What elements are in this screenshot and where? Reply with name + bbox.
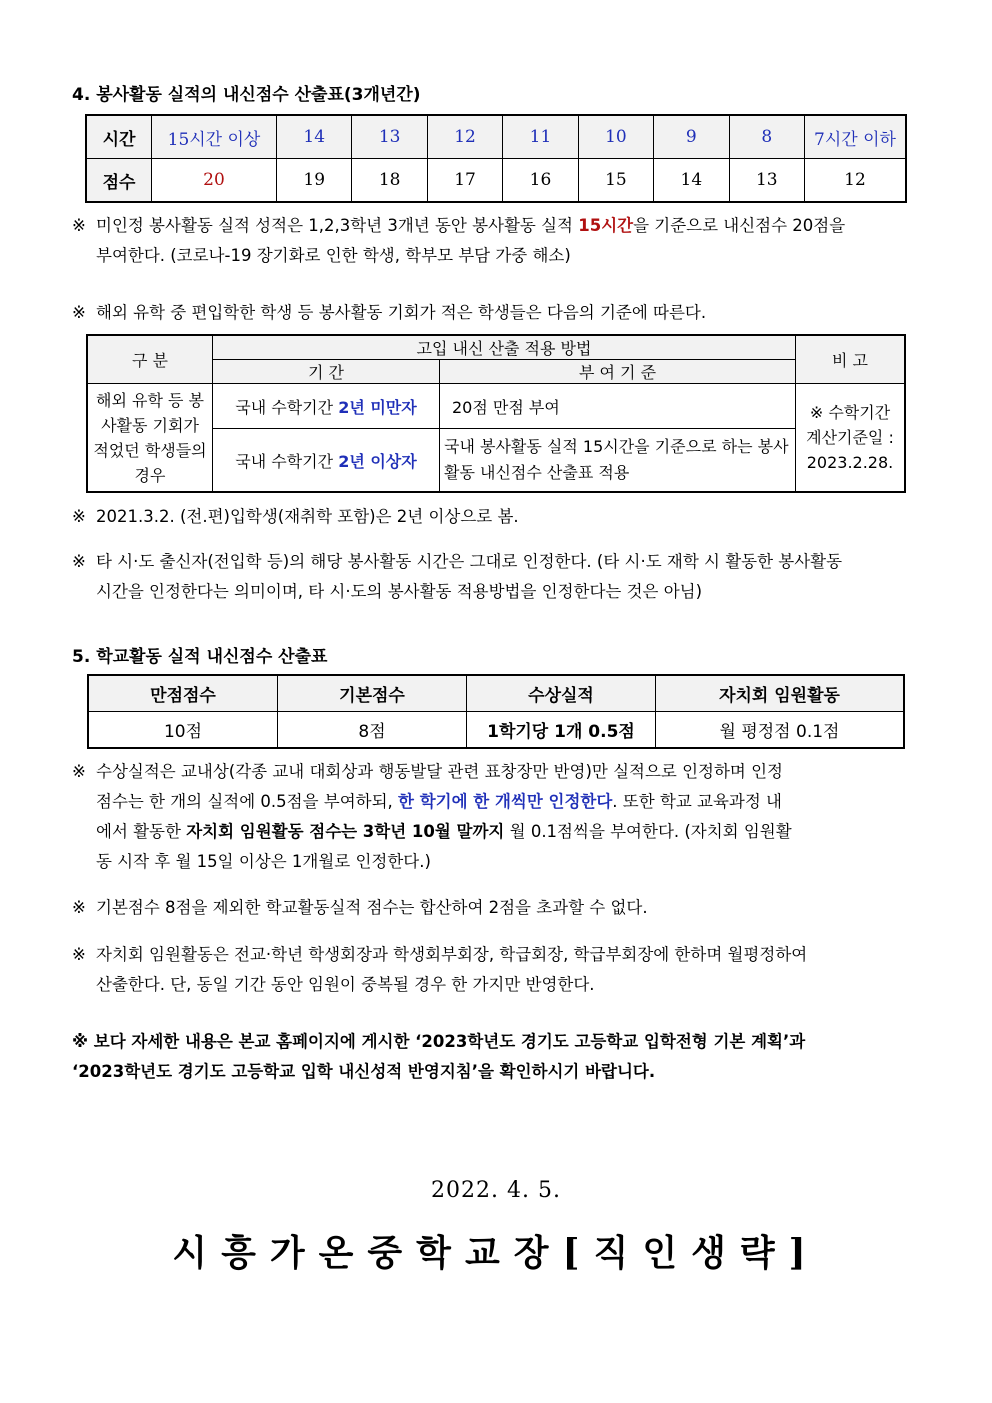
- hours-row: [86, 115, 906, 159]
- hours-cell: 9: [654, 115, 729, 159]
- hours-cell: 10: [578, 115, 653, 159]
- score-cell: 20: [152, 159, 277, 203]
- header-cell: 기본점수: [278, 675, 467, 712]
- note-basic-score: ※ 기본점수 8점을 제외한 학교활동실적 점수는 합산하여 2점을 초과할 수 없다.: [72, 898, 648, 917]
- score-cell: 16: [503, 159, 578, 203]
- score-cell: 18: [352, 159, 427, 203]
- note-homepage: ※ 보다 자세한 내용은 본교 홈페이지에 게시한 ‘2023학년도 경기도 고등학교 입학전형 기본 계획’과 ‘2023학년도 경기도 고등학교 입학 내신성적 반영지침’을 확인하시기 바랍니다.: [72, 1032, 806, 1081]
- score-row: [86, 159, 906, 203]
- school-principal-signature: 시흥가온중학교장[직인생략]: [172, 1232, 820, 1274]
- criteria-cell: 20점 만점 부여: [440, 384, 796, 429]
- value-cell: 월 평정점 0.1점: [656, 712, 905, 749]
- document-date: 2022. 4. 5.: [431, 1178, 561, 1203]
- hours-cell: 12: [427, 115, 502, 159]
- score-label: 점수: [86, 159, 152, 203]
- header-cell: 만점점수: [88, 675, 278, 712]
- score-cell: 15: [578, 159, 653, 203]
- score-cell: 12: [805, 159, 907, 203]
- section4-heading: 4. 봉사활동 실적의 내신점수 산출표(3개년간): [72, 85, 421, 105]
- score-cell: 17: [427, 159, 502, 203]
- header-cell: 자치회 임원활동: [656, 675, 905, 712]
- note-15-hours: ※ 미인정 봉사활동 실적 성적은 1,2,3학년 3개년 동안 봉사활동 실적 15시간을 기준으로 내신점수 20점을 부여한다. (코로나-19 장기화로 인한 학생, 학부모 부담 가중 해소): [72, 211, 922, 271]
- value-cell: 10점: [88, 712, 278, 749]
- method-header: 고입 내신 산출 적용 방법: [213, 335, 796, 360]
- value-cell: 8점: [278, 712, 467, 749]
- value-cell: 1학기당 1개 0.5점: [467, 712, 656, 749]
- section5-heading: 5. 학교활동 실적 내신점수 산출표: [72, 647, 328, 667]
- overseas-table: [86, 334, 906, 493]
- category-cell: 해외 유학 등 봉사활동 기회가 적었던 학생들의 경우: [87, 384, 213, 493]
- note-overseas: ※ 해외 유학 중 편입학한 학생 등 봉사활동 기회가 적은 학생들은 다음의 기준에 따른다.: [72, 303, 707, 322]
- period-header: 기 간: [213, 360, 440, 384]
- hours-cell: 15시간 이상: [152, 115, 277, 159]
- school-activity-table: [87, 674, 905, 749]
- criteria-cell: 국내 봉사활동 실적 15시간을 기준으로 하는 봉사활동 내신점수 산출표 적용: [440, 429, 796, 493]
- score-cell: 13: [729, 159, 804, 203]
- score-cell: 14: [654, 159, 729, 203]
- category-header: 구 분: [87, 335, 213, 384]
- note-transfer: ※ 타 시·도 출신자(전입학 등)의 해당 봉사활동 시간은 그대로 인정한다. (타 시·도 재학 시 활동한 봉사활동 시간을 인정한다는 의미이며, 타 시·도의 봉사활동 적용방법을 인정한다는 것은 아님): [72, 552, 843, 601]
- note-entrance-date: ※ 2021.3.2. (전.편)입학생(재취학 포함)은 2년 이상으로 봄.: [72, 507, 519, 526]
- score-cell: 19: [277, 159, 352, 203]
- period-cell: 국내 수학기간 2년 미만자: [213, 384, 440, 429]
- hours-cell: 8: [729, 115, 804, 159]
- hours-label: 시간: [86, 115, 152, 159]
- criteria-header: 부 여 기 준: [440, 360, 796, 384]
- period-cell: 국내 수학기간 2년 이상자: [213, 429, 440, 493]
- note-mark: ※: [72, 216, 86, 235]
- hours-cell: 7시간 이하: [805, 115, 907, 159]
- remark-cell: ※ 수학기간 계산기준일 : 2023.2.28.: [796, 384, 906, 493]
- remark-header: 비 고: [796, 335, 906, 384]
- volunteer-score-table: [85, 114, 907, 203]
- note-council: ※ 자치회 임원활동은 전교·학년 학생회장과 학생회부회장, 학급회장, 학급부회장에 한하며 월평정하여 산출한다. 단, 동일 기간 동안 임원이 중복될 경우 한 가지만 반영한다.: [72, 945, 808, 994]
- note-awards: ※ 수상실적은 교내상(각종 교내 대회상과 행동발달 관련 표창장만 반영)만 실적으로 인정하며 인정 점수는 한 개의 실적에 0.5점을 부여하되, 한 학기에 한 개씩만 인정한다. 또한 학교 교육과정 내 에서 활동한 자치회 임원활동 점수는 3학년 10월 말까지 월 0.1점씩을 부여한다. (자치회 임원활 동 시작 후 월 15일 이상은 1개월로 인정한다.): [72, 762, 792, 871]
- hours-cell: 14: [277, 115, 352, 159]
- hours-cell: 11: [503, 115, 578, 159]
- hours-cell: 13: [352, 115, 427, 159]
- header-cell: 수상실적: [467, 675, 656, 712]
